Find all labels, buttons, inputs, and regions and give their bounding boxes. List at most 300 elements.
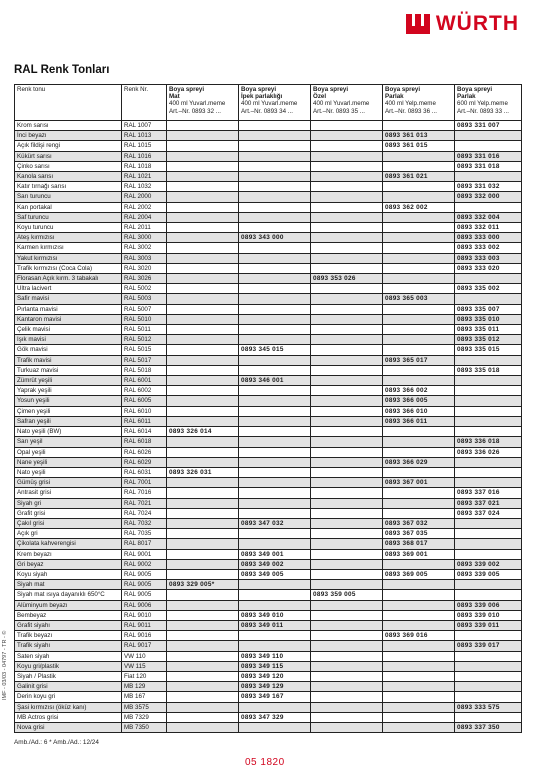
ral-number-cell: RAL 5003 [122,294,167,304]
table-row [15,294,522,304]
article-number-cell [167,671,239,681]
article-number-cell: 0893 345 015 [239,345,311,355]
article-number-cell [311,467,383,477]
article-number-cell [239,314,311,324]
article-number-cell [239,365,311,375]
article-number-cell [455,651,522,661]
page-title: RAL Renk Tonları [14,64,110,76]
article-number-cell [311,416,383,426]
article-number-cell [311,284,383,294]
ral-number-cell: MB 3575 [122,702,167,712]
article-number-cell: 0893 359 005 [311,590,383,600]
article-number-cell [167,345,239,355]
color-name-cell: Kantaron mavisi [15,314,122,324]
article-number-cell [455,467,522,477]
article-number-cell: 0893 331 018 [455,161,522,171]
article-number-cell [383,651,455,661]
article-number-cell [383,212,455,222]
table-row [15,518,522,528]
article-number-cell [239,151,311,161]
article-number-cell: 0893 365 003 [383,294,455,304]
article-number-cell: 0893 339 002 [455,559,522,569]
article-number-cell [167,651,239,661]
article-number-cell [383,702,455,712]
color-name-cell: Nato yeşili [15,467,122,477]
column-header-0 [15,85,122,121]
article-number-cell [311,682,383,692]
article-number-cell [311,406,383,416]
article-number-cell [311,121,383,131]
ral-number-cell: RAL 5012 [122,335,167,345]
column-header-title: Boya spreyi [241,86,277,93]
color-name-cell: Nova grisi [15,722,122,732]
article-number-cell [167,641,239,651]
article-number-cell [167,141,239,151]
article-number-cell [311,518,383,528]
ral-number-cell: RAL 5015 [122,345,167,355]
table-row [15,396,522,406]
article-number-cell: 0893 331 032 [455,182,522,192]
article-number-cell [311,161,383,171]
article-number-cell [383,325,455,335]
article-number-cell [239,325,311,335]
article-number-cell: 0893 326 031 [167,467,239,477]
column-header-title: Renk tonu [17,86,46,93]
article-number-cell [311,314,383,324]
ral-number-cell: RAL 1015 [122,141,167,151]
article-number-cell [167,304,239,314]
article-number-cell [383,151,455,161]
table-row [15,182,522,192]
article-number-cell [239,274,311,284]
ral-number-cell: RAL 5002 [122,284,167,294]
table-row [15,253,522,263]
ral-number-cell: RAL 2004 [122,212,167,222]
article-number-cell [311,355,383,365]
color-name-cell: Ultra lacivert [15,284,122,294]
table-row [15,151,522,161]
table-row [15,712,522,722]
ral-number-cell: RAL 2002 [122,202,167,212]
color-name-cell: Opal yeşili [15,447,122,457]
ral-number-cell: RAL 1018 [122,161,167,171]
article-number-cell: 0893 366 002 [383,386,455,396]
ral-number-cell: RAL 9001 [122,549,167,559]
article-number-cell [311,233,383,243]
article-number-cell [239,263,311,273]
article-number-cell: 0893 333 000 [455,233,522,243]
article-number-cell [311,457,383,467]
article-number-cell [383,488,455,498]
article-number-cell [167,182,239,192]
color-name-cell: Grafit siyahı [15,620,122,630]
article-number-cell [455,396,522,406]
article-number-cell [167,559,239,569]
article-number-cell [239,355,311,365]
table-row [15,416,522,426]
table-row [15,314,522,324]
article-number-cell: 0893 367 032 [383,518,455,528]
article-number-cell: 0893 333 020 [455,263,522,273]
table-body [15,121,522,733]
table-row [15,345,522,355]
article-number-cell [167,416,239,426]
article-number-cell [167,508,239,518]
table-row [15,284,522,294]
color-name-cell: Karmen kırmızısı [15,243,122,253]
article-number-cell: 0893 349 120 [239,671,311,681]
article-number-cell [239,131,311,141]
ral-number-cell: MB 7350 [122,722,167,732]
article-number-cell [311,661,383,671]
ral-number-cell: MB 129 [122,682,167,692]
article-number-cell [239,416,311,426]
article-number-cell [311,192,383,202]
table-row [15,722,522,732]
article-number-cell [383,722,455,732]
article-number-cell [311,498,383,508]
article-number-cell: 0893 349 002 [239,559,311,569]
article-number-cell [383,192,455,202]
article-number-cell [167,355,239,365]
article-number-cell: 0893 366 010 [383,406,455,416]
color-name-cell: Çimen yeşili [15,406,122,416]
column-header-detail: 400 ml Yuvarl.meme [169,100,226,108]
table-row [15,692,522,702]
table-row [15,427,522,437]
color-name-cell: Gri beyaz [15,559,122,569]
table-row [15,529,522,539]
article-number-cell [311,671,383,681]
ral-color-table [14,84,522,733]
article-number-cell [311,600,383,610]
ral-number-cell: RAL 7001 [122,478,167,488]
table-row [15,274,522,284]
article-number-cell [311,345,383,355]
article-number-cell [239,580,311,590]
article-number-cell [167,498,239,508]
article-number-cell: 0893 349 110 [239,651,311,661]
article-number-cell [383,161,455,171]
article-number-cell [311,294,383,304]
ral-number-cell: RAL 1007 [122,121,167,131]
article-number-cell [167,121,239,131]
article-number-cell [455,416,522,426]
page-number: 05 1820 [245,757,285,768]
article-number-cell [383,661,455,671]
color-name-cell: Florasan Açık kırm. 3 tabakalı [15,274,122,284]
article-number-cell [239,161,311,171]
article-number-cell: 0893 335 010 [455,314,522,324]
article-number-cell [167,447,239,457]
table-row [15,141,522,151]
ral-number-cell: RAL 6026 [122,447,167,457]
article-number-cell [239,172,311,182]
article-number-cell [311,141,383,151]
article-number-cell [167,284,239,294]
brand-name: WÜRTH [435,12,519,35]
article-number-cell [311,712,383,722]
article-number-cell [167,631,239,641]
article-number-cell [239,284,311,294]
article-number-cell [167,192,239,202]
article-number-cell [167,620,239,630]
article-number-cell [455,661,522,671]
article-number-cell [383,447,455,457]
article-number-cell [383,620,455,630]
article-number-cell: 0893 368 017 [383,539,455,549]
article-number-cell [311,508,383,518]
article-number-cell [239,212,311,222]
article-number-cell [239,498,311,508]
article-number-cell [383,274,455,284]
ral-number-cell: RAL 6014 [122,427,167,437]
article-number-cell [311,243,383,253]
article-number-cell [455,549,522,559]
color-name-cell: Safir mavisi [15,294,122,304]
table-row [15,355,522,365]
table-row [15,386,522,396]
ral-number-cell: RAL 8017 [122,539,167,549]
table-row [15,610,522,620]
table-row [15,304,522,314]
article-number-cell [455,712,522,722]
article-number-cell [383,314,455,324]
article-number-cell: 0893 349 011 [239,620,311,630]
ral-number-cell: MB 167 [122,692,167,702]
color-name-cell: Trafik beyazı [15,631,122,641]
column-header-6 [455,85,522,121]
article-number-cell [311,437,383,447]
article-number-cell [167,396,239,406]
article-number-cell [311,304,383,314]
article-number-cell [167,437,239,447]
side-document-code: IMF - 03/03 - 04797 - TR - © [2,630,8,700]
article-number-cell: 0893 367 001 [383,478,455,488]
article-number-cell [455,590,522,600]
article-number-cell [311,376,383,386]
ral-number-cell: RAL 1021 [122,172,167,182]
table-row [15,212,522,222]
ral-number-cell: RAL 5010 [122,314,167,324]
article-number-cell [167,335,239,345]
article-number-cell [311,253,383,263]
color-name-cell: Kanola sarısı [15,172,122,182]
ral-number-cell: RAL 7024 [122,508,167,518]
ral-number-cell: RAL 6029 [122,457,167,467]
article-number-cell [383,263,455,273]
article-number-cell [383,559,455,569]
article-number-cell [167,294,239,304]
table-row [15,580,522,590]
ral-number-cell: RAL 7035 [122,529,167,539]
article-number-cell [455,631,522,641]
article-number-cell [167,223,239,233]
column-header-2 [167,85,239,121]
table-row [15,498,522,508]
article-number-cell [455,682,522,692]
column-header-detail: 400 ml Yelp.meme [385,100,436,108]
article-number-cell [455,274,522,284]
article-number-cell [167,376,239,386]
article-number-cell [311,386,383,396]
article-number-cell [239,529,311,539]
color-name-cell: Yaprak yeşili [15,386,122,396]
article-number-cell [167,712,239,722]
table-row [15,467,522,477]
article-number-cell: 0893 339 006 [455,600,522,610]
article-number-cell [167,590,239,600]
ral-number-cell: RAL 5017 [122,355,167,365]
article-number-cell: 0893 332 000 [455,192,522,202]
ral-number-cell: RAL 2011 [122,223,167,233]
ral-number-cell: RAL 9005 [122,580,167,590]
table-row [15,641,522,651]
article-number-cell [239,335,311,345]
article-number-cell [311,620,383,630]
color-name-cell: Grafit grisi [15,508,122,518]
color-name-cell: Çakıl grisi [15,518,122,528]
article-number-cell [455,202,522,212]
article-number-cell [311,610,383,620]
article-number-cell [167,406,239,416]
table-row [15,590,522,600]
article-number-cell [383,692,455,702]
color-name-cell: Çinko sarısı [15,161,122,171]
article-number-cell: 0893 366 029 [383,457,455,467]
table-row [15,569,522,579]
color-name-cell: Krom sarısı [15,121,122,131]
article-number-cell: 0893 335 007 [455,304,522,314]
article-number-cell: 0893 349 005 [239,569,311,579]
article-number-cell [311,365,383,375]
article-number-cell [311,559,383,569]
article-number-cell: 0893 329 005* [167,580,239,590]
article-number-cell [239,478,311,488]
article-number-cell: 0893 335 015 [455,345,522,355]
column-header-title: Boya spreyi [169,86,205,93]
column-header-detail: Art.–Nr. 0893 36 ... [385,107,437,115]
article-number-cell [167,549,239,559]
article-number-cell [239,386,311,396]
article-number-cell: 0893 361 013 [383,131,455,141]
ral-number-cell: RAL 3026 [122,274,167,284]
ral-number-cell: RAL 3003 [122,253,167,263]
article-number-cell [455,386,522,396]
article-number-cell [167,488,239,498]
color-name-cell: Koyu turuncu [15,223,122,233]
color-name-cell: Safran yeşili [15,416,122,426]
article-number-cell: 0893 349 167 [239,692,311,702]
table-row [15,376,522,386]
article-number-cell [167,610,239,620]
article-number-cell [383,467,455,477]
packaging-note: Amb./Ad.: 6 * Amb./Ad.: 12/24 [14,739,99,746]
article-number-cell: 0893 362 002 [383,202,455,212]
color-name-cell: Gümüş grisi [15,478,122,488]
article-number-cell [239,294,311,304]
wurth-logo [406,12,519,36]
article-number-cell: 0893 343 000 [239,233,311,243]
article-number-cell [311,263,383,273]
article-number-cell [383,590,455,600]
table-row [15,121,522,131]
article-number-cell [239,631,311,641]
ral-number-cell: MB 7329 [122,712,167,722]
article-number-cell [311,641,383,651]
article-number-cell [383,580,455,590]
article-number-cell [311,580,383,590]
article-number-cell: 0893 337 024 [455,508,522,518]
table-row [15,488,522,498]
ral-number-cell: RAL 2000 [122,192,167,202]
article-number-cell: 0893 369 016 [383,631,455,641]
color-name-cell: Siyah mat ısıya dayanıklı 650°C [15,590,122,600]
ral-number-cell: RAL 3020 [122,263,167,273]
article-number-cell: 0893 369 001 [383,549,455,559]
article-number-cell: 0893 326 014 [167,427,239,437]
article-number-cell: 0893 349 001 [239,549,311,559]
article-number-cell: 0893 333 003 [455,253,522,263]
color-name-cell: Sarı turuncu [15,192,122,202]
ral-number-cell: RAL 5018 [122,365,167,375]
article-number-cell [383,182,455,192]
table-row [15,600,522,610]
article-number-cell [311,325,383,335]
article-number-cell [167,274,239,284]
ral-number-cell: Fiat 120 [122,671,167,681]
article-number-cell [311,427,383,437]
article-number-cell [383,437,455,447]
color-name-cell: Gök mavisi [15,345,122,355]
color-name-cell: Kan portakal [15,202,122,212]
table-row [15,508,522,518]
article-number-cell: 0893 349 115 [239,661,311,671]
table-row [15,263,522,273]
article-number-cell [311,651,383,661]
article-number-cell [239,539,311,549]
article-number-cell [167,233,239,243]
ral-number-cell: RAL 6011 [122,416,167,426]
article-number-cell [383,121,455,131]
column-header-finish: Parlak [385,93,404,101]
article-number-cell [383,427,455,437]
article-number-cell [455,427,522,437]
article-number-cell: 0893 361 015 [383,141,455,151]
article-number-cell [455,172,522,182]
color-name-cell: Galinit grisi [15,682,122,692]
table-row [15,406,522,416]
article-number-cell [383,253,455,263]
color-name-cell: Çelik mavisi [15,325,122,335]
color-name-cell: Çikolata kahverengisi [15,539,122,549]
article-number-cell [167,212,239,222]
ral-number-cell: RAL 3002 [122,243,167,253]
article-number-cell: 0893 337 016 [455,488,522,498]
color-name-cell: Şasi kırmızısı (öküz kanı) [15,702,122,712]
article-number-cell [239,304,311,314]
table-row [15,631,522,641]
article-number-cell [167,131,239,141]
article-number-cell [311,396,383,406]
column-header-detail: Art.–Nr. 0893 33 ... [457,107,509,115]
ral-number-cell: RAL 7021 [122,498,167,508]
column-header-detail: Art.–Nr. 0893 32 ... [169,107,221,115]
article-number-cell [239,702,311,712]
article-number-cell [239,437,311,447]
table-row [15,192,522,202]
article-number-cell: 0893 339 010 [455,610,522,620]
